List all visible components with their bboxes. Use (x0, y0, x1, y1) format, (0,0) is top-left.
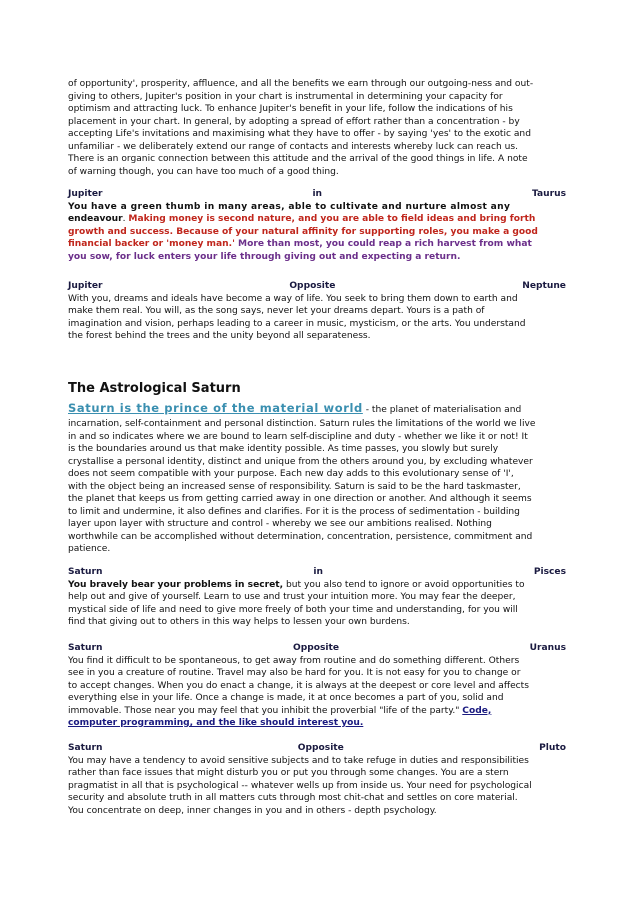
relation-label: Opposite (293, 643, 340, 653)
intro-line: placement in your chart. In general, by adopting a spread of effort rather than a concentration - by (68, 116, 520, 127)
saturn-pluto-section (68, 742, 570, 817)
aspect-header (68, 566, 570, 579)
saturn-prince-heading: Saturn is the prince of the material world (68, 401, 363, 415)
bold-lead: You bravely bear your problems in secret, (68, 579, 284, 590)
aspect-header (68, 280, 570, 293)
intro-line: There is an organic connection between this attitude and the arrival of the good things in life. A note (68, 154, 528, 164)
interpretation-line: help out and give of yourself. Learn to use and trust your intuition more. You may fear the deeper, (68, 592, 516, 602)
aspect-header (68, 642, 570, 655)
saturn-line: patience. (68, 544, 111, 554)
relation-label: in (313, 567, 323, 577)
planet-label: Saturn (68, 643, 103, 653)
interpretation-line: security and absolute truth in all matters cuts through most chit-chat and settles on core material. (68, 793, 518, 803)
red-highlight: financial backer or 'money man.' (68, 239, 235, 249)
planet-label: Saturn (68, 567, 103, 577)
interpretation-line: You find it difficult to be spontaneous, to get away from routine and do something different. Others (68, 655, 520, 666)
interpretation-line (68, 213, 570, 226)
interpretation-line: You concentrate on deep, inner changes in you and in others - depth psychology. (68, 805, 437, 816)
intro-paragraph (68, 78, 570, 178)
intro-line: of warning though, you can have too much of a good thing. (68, 166, 339, 177)
interpretation-line: You may have a tendency to avoid sensitive subjects and to take refuge in duties and responsibilities (68, 755, 529, 766)
interpretation-line: imagination and vision, perhaps leading to a career in music, mysticism, or the arts. You understand (68, 318, 526, 329)
section-title: The Astrological Saturn (68, 381, 241, 396)
interpretation-line: pragmatist in all that is psychological -- whatever wells up from inside us. Your need for psychological (68, 780, 532, 791)
planet-label: Jupiter (68, 281, 103, 291)
relation-label: Opposite (289, 281, 336, 291)
interpretation-line (68, 238, 570, 251)
planet-label: Pluto (539, 743, 566, 753)
intro-line: accepting Life's invitations and maximising what they have to offer - by saying 'yes' to the exotic and (68, 129, 531, 139)
intro-line: unfamiliar - we deliberately extend our range of contacts and interests whereby luck can reach us. (68, 141, 519, 152)
saturn-uranus-section (68, 642, 570, 730)
planet-label: Uranus (529, 643, 566, 653)
relation-label: in (312, 189, 323, 199)
endeavour-text: endeavour (68, 214, 123, 224)
interpretation-line (68, 705, 570, 718)
interpretation-line: You have a green thumb in many areas, able to cultivate and nurture almost any (68, 201, 511, 212)
saturn-line: is the boundaries around us that make identity possible. As time passes, you slowly but surely (68, 444, 499, 454)
interpretation-line: find that giving out to others in this way helps to lessen your own burdens. (68, 617, 410, 627)
saturn-pisces-section (68, 566, 570, 629)
relation-label: Opposite (297, 743, 344, 753)
saturn-line: the planet that keeps us from getting carried away in one direction or another. And although it seems (68, 494, 532, 504)
saturn-line: incarnation, self-containment and personal distinction. Saturn rules the limitations of the world we live (68, 419, 536, 429)
jupiter-taurus-section (68, 188, 570, 263)
period-text: . (122, 214, 129, 224)
interpretation-line: the forest behind the trees and the unity beyond all separateness. (68, 331, 371, 341)
interpretation-line: With you, dreams and ideals have become a way of life. You seek to bring them down to earth and (68, 293, 518, 304)
lead-rest: - the planet of materialisation and (362, 405, 522, 415)
saturn-line: to limit and undermine, it also defines and clarifies. For it is the process of sedimentation - building (68, 506, 520, 517)
purple-highlight: More than most, you could reap a rich harvest from what (234, 239, 532, 249)
interpretation-line: make them real. You will, as the song says, never let your dreams depart. Yours is a path of (68, 306, 485, 316)
planet-label: Neptune (522, 281, 566, 291)
saturn-line: worthwhile can be accomplished without determination, concentration, persistence, commitment and (68, 531, 533, 542)
intro-line: giving to others, Jupiter's position in your chart is instrumental in determining your capacity for (68, 91, 503, 102)
saturn-line: with the object being an increased sense of responsibility. Saturn is said to be the hard taskmaster, (68, 481, 521, 492)
planet-label: Saturn (68, 743, 103, 753)
interpretation-line: to accept changes. When you do enact a change, it is always at the deepest or core level and affects (68, 680, 529, 691)
saturn-line: layer upon layer with structure and control - whereby we see our ambitions realised. Nothing (68, 519, 492, 529)
lead-rest: but you also tend to ignore or avoid opportunities to (283, 579, 525, 590)
sign-label: Taurus (531, 189, 566, 199)
saturn-lead-line (68, 400, 570, 418)
planet-label: Jupiter (68, 189, 103, 199)
interpretation-line: mystical side of life and need to give more freely of both your time and understanding, for you will (68, 604, 518, 615)
red-highlight: Making money is second nature, and you are able to field ideas and bring forth (128, 214, 536, 224)
interpretation-line: everything else in your life. Once a change is made, it at once becomes a part of you, solid and (68, 693, 504, 703)
interpretation-line: rather than face issues that might disturb you or put you through some changes. You are a stern (68, 768, 509, 778)
intro-line: of opportunity', prosperity, affluence, and all the benefits we earn through our outgoing-ness and out- (68, 79, 534, 89)
code-highlight-line: computer programming, and the like should interest you. (68, 718, 364, 728)
aspect-header (68, 188, 570, 201)
aspect-header (68, 742, 570, 755)
red-highlight-line: growth and success. Because of your natural affinity for supporting roles, you make a good (68, 226, 538, 237)
jupiter-neptune-section (68, 280, 570, 343)
saturn-line: crystallise a personal identity, distinct and unique from the others around you, by excluding whatever (68, 456, 533, 467)
code-highlight: Code, (462, 705, 492, 716)
sign-label: Pisces (533, 567, 566, 577)
interpretation-line (68, 579, 570, 592)
interpretation-line: see in you a creature of routine. Travel may also be hard for you. It is not easy for you to change or (68, 668, 521, 678)
purple-highlight-line: you sow, for luck enters your life through giving out and expecting a return. (68, 251, 461, 262)
line-text: immovable. Those near you may feel that you inhibit the proverbial "life of the party." (68, 705, 463, 716)
saturn-line: in and so indicates where we are bound to learn self-discipline and duty - whether we like it or not! It (68, 431, 528, 442)
saturn-section (68, 381, 570, 556)
saturn-line: does not seem compatible with your purpose. Each new day adds to this evolutionary sense of 'I', (68, 469, 514, 479)
intro-line: optimism and attracting luck. To enhance Jupiter's benefit in your life, follow the indications of his (68, 104, 513, 114)
